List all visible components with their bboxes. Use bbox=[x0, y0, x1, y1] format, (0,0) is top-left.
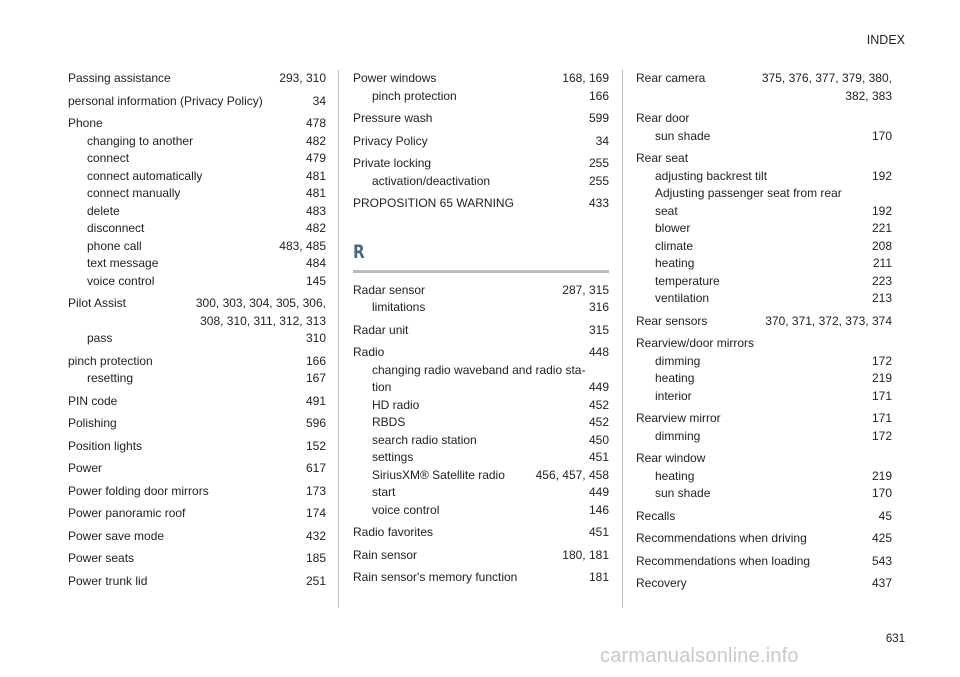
index-term: pinch protection bbox=[68, 353, 153, 368]
index-pages: 479 bbox=[305, 151, 326, 165]
index-term: climate bbox=[655, 238, 694, 253]
index-term: Power bbox=[68, 461, 103, 475]
index-pages: 213 bbox=[871, 291, 892, 305]
index-entry bbox=[68, 393, 326, 411]
index-subentry-row bbox=[68, 330, 326, 348]
index-pages: 432 bbox=[305, 528, 326, 543]
index-entry-row bbox=[353, 322, 609, 340]
index-pages: 484 bbox=[305, 256, 326, 270]
index-term: heating bbox=[655, 468, 695, 483]
index-entry-row bbox=[636, 575, 892, 593]
index-subentry-row bbox=[636, 388, 892, 406]
index-term: sun shade bbox=[655, 128, 711, 143]
index-term: voice control bbox=[87, 273, 155, 288]
index-pages: 166 bbox=[305, 353, 326, 368]
index-entry-row bbox=[68, 93, 326, 111]
index-pages: 146 bbox=[588, 502, 609, 517]
index-subentry-row bbox=[353, 502, 609, 520]
index-pages: 449 bbox=[588, 380, 609, 394]
index-term: limitations bbox=[372, 300, 426, 314]
index-entry bbox=[636, 150, 892, 308]
index-group-r bbox=[353, 282, 609, 587]
index-term: changing to another bbox=[87, 133, 194, 148]
index-subentry-row bbox=[636, 353, 892, 371]
index-entry-row bbox=[68, 295, 326, 313]
index-term: Power save mode bbox=[68, 528, 165, 543]
index-entry-row bbox=[68, 353, 326, 371]
index-pages: 255 bbox=[588, 173, 609, 188]
index-entry bbox=[636, 410, 892, 445]
index-entry bbox=[68, 415, 326, 433]
index-pages: 171 bbox=[871, 411, 892, 425]
index-subentry-row bbox=[636, 220, 892, 238]
index-pages: 456, 457, 458 bbox=[535, 467, 609, 482]
index-entry-row bbox=[636, 110, 892, 128]
index-pages: 437 bbox=[871, 576, 892, 590]
index-entry bbox=[636, 70, 892, 105]
index-entry bbox=[68, 550, 326, 568]
index-term: dimming bbox=[655, 353, 701, 368]
index-entry bbox=[353, 547, 609, 565]
index-term: delete bbox=[87, 203, 120, 218]
index-entry-row bbox=[353, 547, 609, 565]
index-entry bbox=[68, 70, 326, 88]
index-term: Adjusting passenger seat from rear bbox=[655, 186, 842, 200]
index-entry bbox=[636, 313, 892, 331]
index-subentry-row bbox=[636, 203, 892, 221]
index-term: Radar sensor bbox=[353, 282, 426, 297]
index-subentry-row bbox=[636, 128, 892, 146]
index-column-3 bbox=[636, 70, 892, 598]
page-header-title: INDEX bbox=[866, 33, 905, 47]
index-term: heating bbox=[655, 371, 695, 385]
index-entry-row bbox=[636, 508, 892, 526]
index-pages: 167 bbox=[305, 371, 326, 385]
index-term: Rear window bbox=[636, 451, 706, 465]
index-group-p bbox=[353, 70, 609, 213]
index-entry bbox=[68, 460, 326, 478]
index-subentry-row bbox=[636, 428, 892, 446]
index-term: RBDS bbox=[372, 415, 406, 429]
index-term: seat bbox=[655, 203, 678, 218]
index-pages: 223 bbox=[871, 273, 892, 288]
index-term: temperature bbox=[655, 273, 720, 288]
index-pages: 451 bbox=[588, 450, 609, 464]
index-subentry-row bbox=[68, 150, 326, 168]
index-entry bbox=[353, 344, 609, 519]
index-term: Rearview/door mirrors bbox=[636, 336, 755, 350]
index-term: connect automatically bbox=[87, 168, 203, 183]
index-entry-row bbox=[68, 483, 326, 501]
index-subentry-row bbox=[353, 484, 609, 502]
index-entry-row bbox=[353, 133, 609, 151]
index-term: Polishing bbox=[68, 416, 117, 430]
index-entry bbox=[636, 335, 892, 405]
index-subentry-row bbox=[353, 432, 609, 450]
index-entry-row bbox=[68, 70, 326, 88]
index-entry bbox=[353, 70, 609, 105]
index-pages: 483, 485 bbox=[279, 238, 326, 253]
index-pages: 45 bbox=[878, 508, 892, 523]
index-term: activation/deactivation bbox=[372, 173, 491, 188]
index-entry-row bbox=[353, 524, 609, 542]
index-pages: 192 bbox=[871, 168, 892, 183]
index-term: heating bbox=[655, 256, 695, 270]
index-pages: 433 bbox=[588, 196, 609, 210]
index-term: blower bbox=[655, 221, 691, 235]
index-pages: 481 bbox=[305, 186, 326, 200]
index-term: Recommendations when loading bbox=[636, 553, 811, 568]
index-term: resetting bbox=[87, 371, 134, 385]
index-pages: 483 bbox=[305, 203, 326, 218]
index-pages: 481 bbox=[305, 168, 326, 183]
index-column-2 bbox=[353, 70, 609, 592]
index-entry bbox=[636, 110, 892, 145]
index-entry-row bbox=[68, 393, 326, 411]
index-entry bbox=[68, 115, 326, 290]
index-term: dimming bbox=[655, 428, 701, 443]
index-pages: 375, 376, 377, 379, 380, bbox=[761, 71, 892, 85]
index-pages: 170 bbox=[871, 128, 892, 143]
index-entry bbox=[68, 528, 326, 546]
index-entry bbox=[68, 505, 326, 523]
index-subentry-row bbox=[636, 168, 892, 186]
index-term: connect manually bbox=[87, 186, 181, 200]
index-term: personal information (Privacy Policy) bbox=[68, 93, 263, 108]
index-pages: 166 bbox=[588, 88, 609, 103]
index-entry bbox=[636, 450, 892, 503]
index-subentry-row bbox=[353, 299, 609, 317]
index-entry-row bbox=[353, 282, 609, 300]
index-entry-row bbox=[68, 460, 326, 478]
index-pages: 172 bbox=[871, 428, 892, 443]
index-entry-row bbox=[353, 195, 609, 213]
index-subentry-row bbox=[353, 414, 609, 432]
index-pages: 452 bbox=[588, 415, 609, 429]
index-pages: 599 bbox=[588, 111, 609, 125]
index-term: Position lights bbox=[68, 438, 143, 453]
index-pages: 310 bbox=[305, 331, 326, 345]
index-subentry-row bbox=[68, 370, 326, 388]
index-pages: 451 bbox=[588, 525, 609, 539]
section-letter-r: R bbox=[353, 240, 365, 263]
index-term: Rear camera bbox=[636, 71, 706, 85]
index-subentry-row bbox=[353, 379, 609, 397]
index-pages: 300, 303, 304, 305, 306, bbox=[195, 296, 326, 310]
index-subentry-row bbox=[353, 173, 609, 191]
index-pages: 425 bbox=[871, 531, 892, 545]
index-subentry-row bbox=[636, 255, 892, 273]
index-term: PROPOSITION 65 WARNING bbox=[353, 196, 514, 210]
index-pages-continued: 308, 310, 311, 312, 313 bbox=[200, 313, 326, 328]
index-entry bbox=[353, 133, 609, 151]
index-pages: 168, 169 bbox=[562, 71, 609, 85]
index-entry-row bbox=[68, 550, 326, 568]
index-entry-row bbox=[353, 155, 609, 173]
index-pages: 208 bbox=[871, 238, 892, 253]
index-term: Phone bbox=[68, 116, 103, 130]
index-entry bbox=[68, 353, 326, 388]
index-entry-row bbox=[636, 450, 892, 468]
index-pages: 482 bbox=[305, 221, 326, 235]
index-pages: 491 bbox=[305, 393, 326, 408]
index-pages: 192 bbox=[871, 203, 892, 218]
index-entry bbox=[68, 93, 326, 111]
index-term: text message bbox=[87, 256, 159, 270]
index-subentry-row bbox=[68, 203, 326, 221]
index-entry bbox=[636, 553, 892, 571]
index-subentry-row bbox=[68, 273, 326, 291]
index-entry-row bbox=[353, 110, 609, 128]
index-term: changing radio waveband and radio sta- bbox=[372, 362, 586, 377]
index-term: Recovery bbox=[636, 576, 687, 590]
index-entry-row bbox=[636, 553, 892, 571]
index-entry-row bbox=[636, 335, 892, 353]
index-entry bbox=[353, 282, 609, 317]
index-pages: 172 bbox=[871, 353, 892, 368]
index-subentry-row bbox=[636, 273, 892, 291]
index-entry-row bbox=[68, 438, 326, 456]
index-pages: 450 bbox=[588, 432, 609, 447]
index-term: Power windows bbox=[353, 71, 437, 85]
index-term: Radio bbox=[353, 345, 385, 359]
index-term: disconnect bbox=[87, 221, 145, 235]
index-entry-row bbox=[353, 70, 609, 88]
index-term: PIN code bbox=[68, 393, 118, 408]
index-term: Privacy Policy bbox=[353, 133, 428, 148]
index-subentry-row bbox=[636, 468, 892, 486]
index-term: SiriusXM® Satellite radio bbox=[372, 467, 505, 482]
index-subentry-row bbox=[68, 255, 326, 273]
index-pages: 596 bbox=[305, 416, 326, 430]
index-subentry-row bbox=[353, 88, 609, 106]
index-entry-row bbox=[68, 528, 326, 546]
index-pages: 543 bbox=[871, 553, 892, 568]
index-entry bbox=[353, 155, 609, 190]
index-pages: 34 bbox=[312, 93, 326, 108]
index-term: adjusting backrest tilt bbox=[655, 168, 768, 183]
index-term: Pressure wash bbox=[353, 111, 433, 125]
index-entry bbox=[353, 322, 609, 340]
index-entry-row bbox=[353, 344, 609, 362]
index-pages: 174 bbox=[305, 506, 326, 520]
index-entry bbox=[353, 110, 609, 128]
index-entry bbox=[636, 575, 892, 593]
index-term: Radio favorites bbox=[353, 525, 434, 539]
index-subentry-row bbox=[68, 220, 326, 238]
column-divider bbox=[338, 70, 339, 608]
index-term: phone call bbox=[87, 238, 142, 253]
index-pages: 145 bbox=[305, 273, 326, 288]
index-pages: 255 bbox=[588, 156, 609, 170]
index-term: Radar unit bbox=[353, 322, 409, 337]
index-pages: 449 bbox=[588, 485, 609, 499]
index-entry-row bbox=[636, 70, 892, 88]
watermark-text: carmanualsonline.info bbox=[600, 645, 799, 667]
index-column-1 bbox=[68, 70, 326, 595]
index-entry-row bbox=[68, 573, 326, 591]
index-pages: 221 bbox=[871, 221, 892, 235]
index-term: start bbox=[372, 485, 396, 499]
index-pages: 251 bbox=[305, 573, 326, 588]
index-entry-row bbox=[68, 115, 326, 133]
index-pages: 180, 181 bbox=[562, 547, 609, 562]
index-term: HD radio bbox=[372, 397, 420, 412]
index-subentry-row bbox=[68, 133, 326, 151]
index-entry bbox=[68, 438, 326, 456]
index-entry bbox=[353, 569, 609, 587]
index-subentry-row bbox=[636, 370, 892, 388]
index-entry-row bbox=[636, 313, 892, 331]
index-pages: 173 bbox=[305, 483, 326, 498]
column-divider bbox=[622, 70, 623, 608]
index-term: settings bbox=[372, 450, 414, 464]
index-subentry-row bbox=[636, 238, 892, 256]
index-entry-row bbox=[353, 569, 609, 587]
index-subentry-row bbox=[636, 185, 892, 203]
index-pages: 370, 371, 372, 373, 374 bbox=[765, 313, 892, 328]
index-entry-row bbox=[636, 530, 892, 548]
index-entry bbox=[353, 195, 609, 213]
index-term: Rearview mirror bbox=[636, 411, 721, 425]
index-pages: 315 bbox=[588, 322, 609, 337]
index-term: Power folding door mirrors bbox=[68, 483, 209, 498]
index-term: ventilation bbox=[655, 291, 710, 305]
index-pages: 617 bbox=[305, 461, 326, 475]
index-subentry-row bbox=[68, 168, 326, 186]
index-entry bbox=[68, 483, 326, 501]
index-pages: 482 bbox=[305, 133, 326, 148]
index-entry-row bbox=[636, 150, 892, 168]
index-subentry-row bbox=[353, 449, 609, 467]
index-entry bbox=[353, 524, 609, 542]
index-pages: 152 bbox=[305, 438, 326, 453]
index-entry-row bbox=[636, 410, 892, 428]
index-subentry-row bbox=[353, 397, 609, 415]
index-term: Rain sensor bbox=[353, 547, 418, 562]
index-pages: 171 bbox=[871, 388, 892, 403]
index-pages: 287, 315 bbox=[562, 282, 609, 297]
index-term: pass bbox=[87, 331, 113, 345]
index-term: search radio station bbox=[372, 432, 477, 447]
index-term: Recommendations when driving bbox=[636, 531, 807, 545]
index-term: Rear sensors bbox=[636, 313, 708, 328]
index-term: Private locking bbox=[353, 156, 432, 170]
index-pages: 181 bbox=[588, 570, 609, 584]
index-term: interior bbox=[655, 388, 692, 403]
index-subentry-row bbox=[353, 362, 609, 380]
index-pages: 219 bbox=[871, 468, 892, 483]
index-subentry-row bbox=[353, 467, 609, 485]
index-term: connect bbox=[87, 151, 130, 165]
index-pages: 185 bbox=[305, 551, 326, 565]
index-pages: 34 bbox=[595, 133, 609, 148]
index-term: Rear seat bbox=[636, 151, 689, 165]
index-subentry-row bbox=[636, 290, 892, 308]
index-entry-row bbox=[68, 505, 326, 523]
index-pages: 211 bbox=[872, 256, 892, 270]
index-term: Power panoramic roof bbox=[68, 506, 186, 520]
index-term: tion bbox=[372, 380, 392, 394]
index-pages: 219 bbox=[871, 371, 892, 385]
index-pages: 170 bbox=[871, 486, 892, 500]
index-entry bbox=[68, 295, 326, 348]
index-term: sun shade bbox=[655, 486, 711, 500]
section-rule bbox=[353, 270, 609, 273]
index-term: pinch protection bbox=[372, 88, 457, 103]
index-pages-continued: 382, 383 bbox=[845, 88, 892, 103]
index-subentry-row bbox=[68, 238, 326, 256]
index-entry bbox=[68, 573, 326, 591]
index-entry bbox=[636, 530, 892, 548]
index-term: Rain sensor's memory function bbox=[353, 570, 518, 584]
index-term: Power trunk lid bbox=[68, 573, 148, 588]
index-term: Passing assistance bbox=[68, 71, 171, 85]
index-pages: 452 bbox=[588, 397, 609, 412]
index-term: Recalls bbox=[636, 508, 676, 523]
index-entry bbox=[636, 508, 892, 526]
index-term: Rear door bbox=[636, 111, 690, 125]
page-number: 631 bbox=[885, 633, 905, 645]
index-subentry-row bbox=[68, 185, 326, 203]
index-pages: 478 bbox=[305, 116, 326, 130]
index-pages: 293, 310 bbox=[279, 71, 326, 85]
index-subentry-row bbox=[636, 485, 892, 503]
index-term: Pilot Assist bbox=[68, 296, 127, 310]
index-entry-row bbox=[68, 415, 326, 433]
index-term: Power seats bbox=[68, 551, 135, 565]
index-pages: 316 bbox=[588, 300, 609, 314]
index-term: voice control bbox=[372, 502, 440, 517]
index-pages: 448 bbox=[588, 345, 609, 359]
